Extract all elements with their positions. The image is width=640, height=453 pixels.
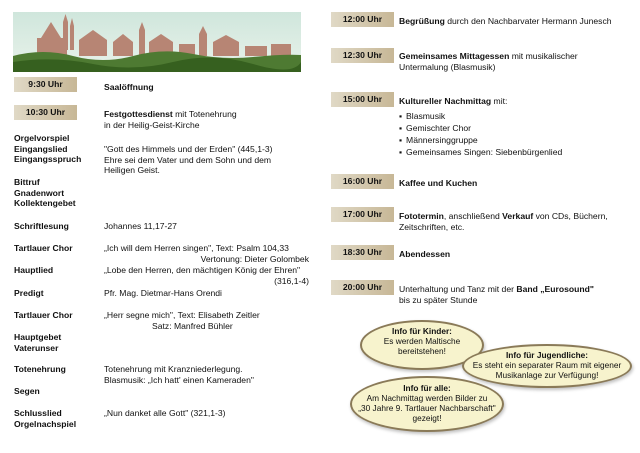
label-kollektengebet: Kollektengebet: [14, 198, 76, 209]
label-schlusslied: Schlusslied: [14, 408, 62, 418]
time-box-1500: 15:00 Uhr: [331, 92, 394, 107]
tartlauer-2-song: „Herr segne mich", Text: Elisabeth Zeitler: [104, 310, 260, 320]
label-tartlauer-chor-2: Tartlauer Chor: [14, 310, 73, 320]
tartlauer-1-song: „Ich will dem Herren singen", Text: Psalm 104,33: [104, 243, 289, 253]
kultureller-bullet-list: [399, 110, 629, 158]
festgottesdienst-title: Festgottesdienst: [104, 109, 173, 119]
event-begruessung: [399, 16, 629, 27]
label-segen: Segen: [14, 386, 40, 396]
label-predigt: Predigt: [14, 288, 44, 298]
event-fototermin: [399, 211, 629, 232]
label-totenehrung: Totenehrung: [14, 364, 66, 374]
schlusslied-text: „Nun danket alle Gott" (321,1-3): [104, 408, 226, 418]
time-box-1700: 17:00 Uhr: [331, 207, 394, 222]
event-abendessen: Abendessen: [399, 249, 451, 259]
label-eingangsspruch: Eingangsspruch: [14, 154, 82, 165]
tartlauer-1-vertonung: Vertonung: Dieter Golombek: [200, 253, 309, 264]
tartlauer-2-satz: Satz: Manfred Bühler: [152, 320, 233, 331]
predigt-text: Pfr. Mag. Dietmar-Hans Orendi: [104, 288, 222, 298]
info-alle-line-1: Am Nachmittag werden Bilder zu: [366, 393, 488, 403]
info-jugendliche-line-2: Musikanlage zur Verfügung!: [495, 370, 599, 380]
info-alle-title: Info für alle:: [403, 383, 451, 393]
schriftlesung-text: Johannes 11,17-27: [104, 221, 177, 231]
hauptlied-number: (316,1-4): [274, 275, 309, 286]
info-alle-line-3: gezeigt!: [412, 413, 442, 423]
fototermin-line2: Zeitschriften, etc.: [399, 221, 465, 232]
event-mittagessen: [399, 51, 629, 72]
event-kultureller-nachmittag: [399, 96, 629, 158]
kultureller-rest: mit:: [491, 96, 508, 106]
unterhaltung-rest: Unterhaltung und Tanz mit der: [399, 284, 517, 294]
label-vaterunser: Vaterunser: [14, 342, 59, 353]
labels-orgel: [14, 133, 81, 165]
label-orgelvorspiel: Orgelvorspiel: [14, 133, 70, 143]
hauptlied-song: „Lobe den Herren, den mächtigen König der Ehren": [104, 265, 301, 275]
label-orgelnachspiel: Orgelnachspiel: [14, 418, 77, 429]
info-jugendliche-title: Info für Jugendliche:: [505, 350, 589, 360]
festgottesdienst-location: in der Heilig-Geist-Kirche: [104, 119, 200, 130]
info-alle-oval: [350, 376, 504, 432]
bullet-siebenbuergenlied: ▪ Gemeinsames Singen: Siebenbürgenlied: [399, 146, 629, 158]
info-jugendliche-oval: [462, 344, 632, 388]
mittagessen-title: Gemeinsames Mittagessen: [399, 51, 510, 61]
begruessung-rest: durch den Nachbarvater Hermann Junesch: [444, 16, 612, 26]
labels-bittruf: [14, 177, 76, 209]
town-panorama-image: [13, 12, 301, 72]
time-box-1200: 12:00 Uhr: [331, 12, 394, 27]
totenehrung-line-1: Totenehrung mit Kranzniederlegung.: [104, 364, 243, 374]
info-kinder-line-1: Es werden Maltische: [383, 336, 461, 346]
eingangslied-text: "Gott des Himmels und der Erden" (445,1-3): [104, 144, 273, 154]
label-bittruf: Bittruf: [14, 177, 40, 187]
tartlauer-chor-1-text: [104, 243, 309, 264]
label-tartlauer-chor-1: Tartlauer Chor: [14, 243, 73, 253]
time-box-1830: 18:30 Uhr: [331, 245, 394, 260]
begruessung-title: Begrüßung: [399, 16, 445, 26]
labels-schluss: [14, 408, 76, 429]
time-box-1600: 16:00 Uhr: [331, 174, 394, 189]
verkauf-title: Verkauf: [502, 211, 534, 221]
mittagessen-line2: Untermalung (Blasmusik): [399, 61, 496, 72]
labels-hauptgebet: [14, 332, 61, 353]
info-alle-line-2: „30 Jahre 9. Tartlauer Nachbarschaft": [358, 403, 496, 413]
label-hauptgebet: Hauptgebet: [14, 332, 62, 342]
hauptlied-text: [104, 265, 309, 286]
info-kinder-line-2: bereitstehen!: [398, 346, 446, 356]
fototermin-rest: , anschließend: [443, 211, 503, 221]
time-box-0930: 9:30 Uhr: [14, 77, 77, 92]
label-schriftlesung: Schriftlesung: [14, 221, 69, 231]
kultureller-title: Kultureller Nachmittag: [399, 96, 492, 106]
info-jugendliche-line-1: Es steht ein separater Raum mit eigener: [472, 360, 622, 370]
bullet-blasmusik: ▪ Blasmusik: [399, 110, 629, 122]
time-box-1030: 10:30 Uhr: [14, 105, 77, 120]
label-gnadenwort: Gnadenwort: [14, 187, 65, 198]
event-unterhaltung: [399, 284, 629, 305]
time-box-1230: 12:30 Uhr: [331, 48, 394, 63]
label-eingangslied: Eingangslied: [14, 143, 68, 154]
label-hauptlied: Hauptlied: [14, 265, 54, 275]
band-name: Band „Eurosound": [516, 284, 594, 294]
eingangsspruch-text-2: Heiligen Geist.: [104, 165, 160, 176]
tartlauer-chor-2-text: [104, 310, 309, 331]
unterhaltung-line2: bis zu später Stunde: [399, 294, 478, 305]
festgottesdienst-rest: mit Totenehrung: [172, 109, 237, 119]
fototermin-title: Fototermin: [399, 211, 444, 221]
event-festgottesdienst: [104, 109, 309, 130]
eingangsspruch-text-1: Ehre sei dem Vater und dem Sohn und dem: [104, 154, 272, 165]
event-saaloeffnung: Saalöffnung: [104, 82, 154, 92]
mittagessen-rest: mit musikalischer: [509, 51, 578, 61]
time-box-2000: 20:00 Uhr: [331, 280, 394, 295]
totenehrung-line-2: Blasmusik: „Ich hatt' einen Kameraden": [104, 374, 254, 385]
info-kinder-title: Info für Kinder:: [392, 326, 452, 336]
event-kaffee-kuchen: Kaffee und Kuchen: [399, 178, 478, 188]
verkauf-rest: von CDs, Büchern,: [533, 211, 608, 221]
bullet-gemischter-chor: ▪ Gemischter Chor: [399, 122, 629, 134]
bullet-maennersinggruppe: ▪ Männersinggruppe: [399, 134, 629, 146]
text-orgel: [104, 144, 309, 176]
totenehrung-text: [104, 364, 309, 385]
